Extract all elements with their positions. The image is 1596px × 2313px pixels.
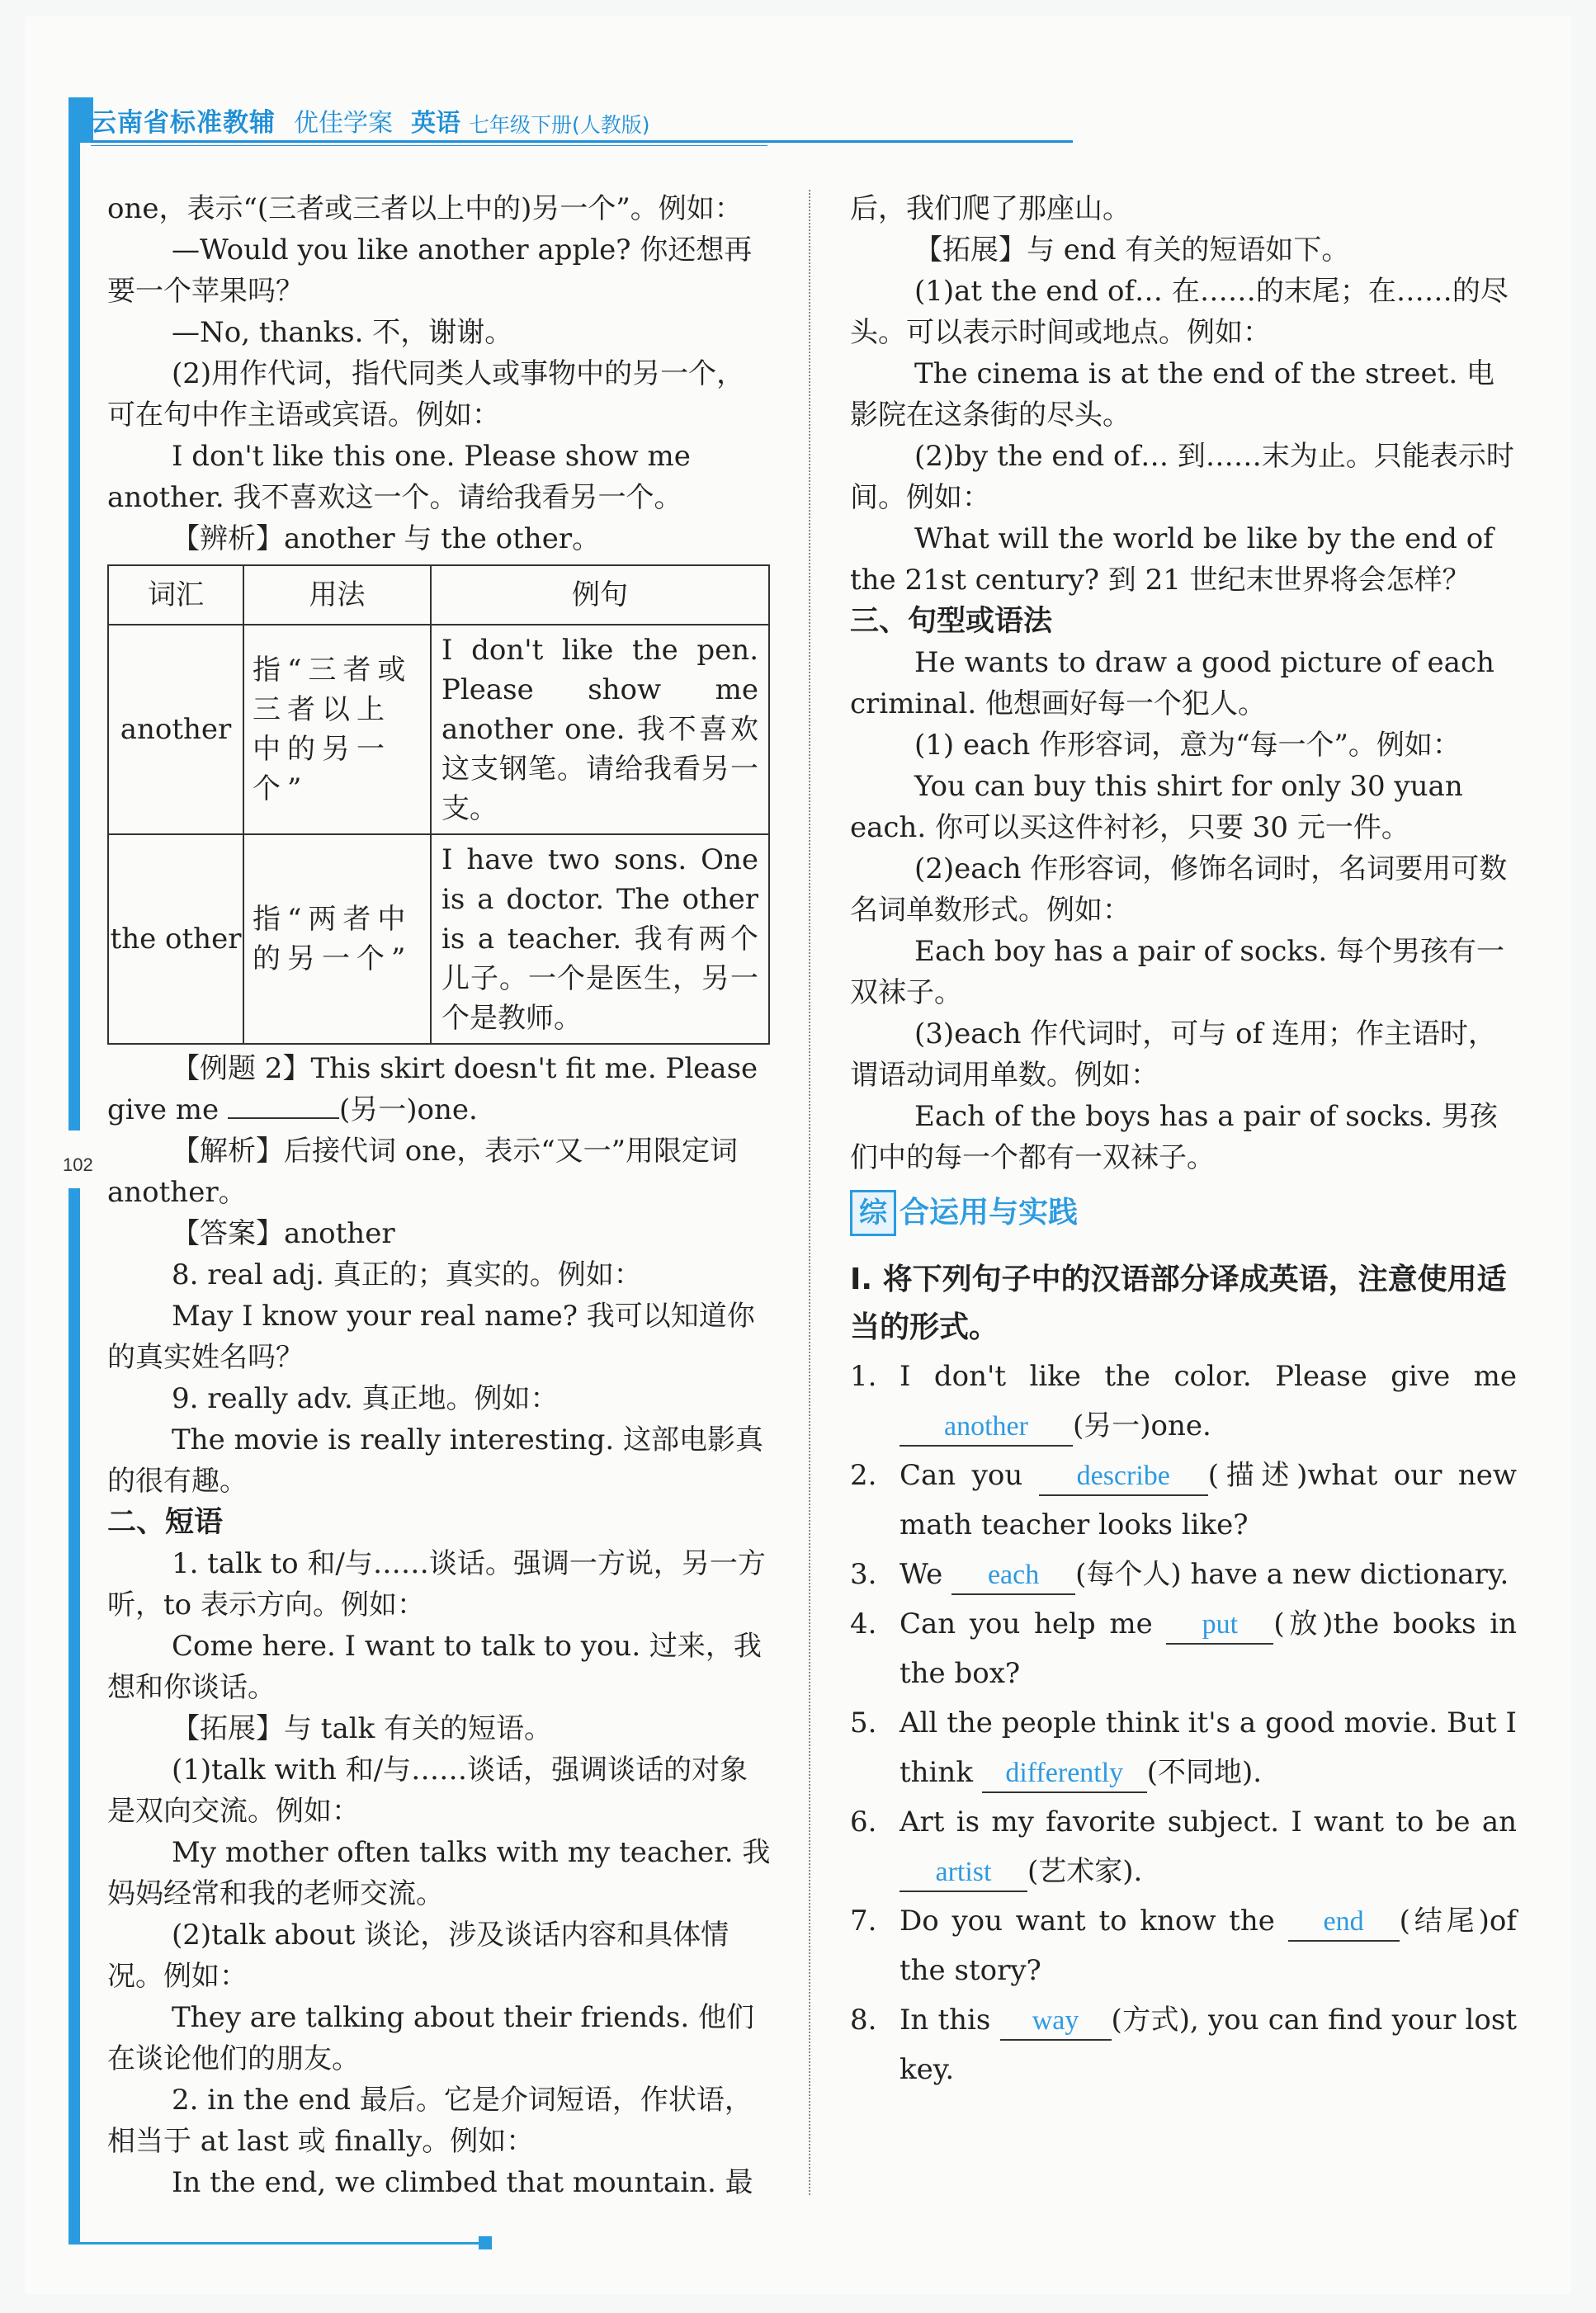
item-body [900, 1896, 1517, 1995]
item-body [900, 1797, 1517, 1896]
item-text: We [900, 1558, 952, 1591]
item-text: (另一)one. [1073, 1409, 1211, 1442]
exercise-item [850, 1995, 1517, 2094]
item-number: 7. [850, 1905, 877, 1938]
table-cell-example: I have two sons. One is a doctor. The other is a teacher. 我有两个儿子。一个是医生，另一个是教师。 [431, 834, 769, 1044]
item-text: Do you want to know the [900, 1905, 1288, 1938]
item-text: Can you help me [900, 1607, 1167, 1640]
paragraph: 后，我们爬了那座山。 [850, 192, 1131, 225]
answer-blank[interactable]: differently [982, 1755, 1147, 1793]
extension-label: 【拓展】与 talk 有关的短语。 [172, 1712, 553, 1745]
grammar-point: (3)each 作代词时，可与 of 连用；作主语时，谓语动词用单数。例如： [850, 1017, 1496, 1092]
item-text: Art is my favorite subject. I want to be an [900, 1806, 1517, 1839]
item-number: 1. [850, 1360, 877, 1393]
item-number: 6. [850, 1806, 877, 1839]
answer-blank[interactable]: describe [1039, 1458, 1208, 1496]
phrase-entry: (1)at the end of… 在……的末尾；在……的尽头。可以表示时间或地点。例如： [850, 275, 1509, 349]
item-body [900, 1995, 1517, 2094]
page-header [91, 96, 650, 139]
table-row [108, 625, 769, 834]
item-text: (描述)what our new math teacher looks like? [900, 1459, 1517, 1541]
item-number: 8. [850, 2004, 877, 2037]
example-question [107, 1048, 772, 1131]
item-number: 2. [850, 1459, 877, 1492]
grammar-point: (2)each 作形容词，修饰名词时，名词要用可数名词单数形式。例如： [850, 852, 1508, 927]
dialog-line: —Would you like another apple? 你还想再要一个苹果吗？ [107, 234, 753, 308]
exercise-item [850, 1451, 1517, 1550]
left-column [107, 188, 772, 2203]
answer-blank[interactable]: end [1288, 1904, 1400, 1942]
answer-paragraph: 【答案】another [172, 1217, 395, 1250]
example-sentence: What will the world be like by the end of the 21st century? 到 21 世纪末世界将会怎样？ [850, 522, 1494, 597]
bottom-rule [68, 2242, 485, 2245]
item-body [900, 1599, 1517, 1698]
practice-section-title [850, 1190, 1517, 1236]
paragraph: one，表示“(三者或三者以上中的)另一个”。例如： [107, 192, 743, 225]
item-text: Can you [900, 1459, 1039, 1492]
item-text: In this [900, 2004, 1000, 2037]
exercise-item [850, 1797, 1517, 1896]
item-number: 3. [850, 1558, 877, 1591]
item-body [900, 1698, 1517, 1797]
example-sentence: Come here. I want to talk to you. 过来，我想和你谈话。 [107, 1630, 762, 1704]
example-sentence: The movie is really interesting. 这部电影真的很有趣。 [107, 1423, 763, 1498]
item-text: (不同地). [1146, 1756, 1263, 1789]
item-body [900, 1451, 1517, 1550]
header-rule-thin [91, 145, 767, 146]
section-heading-phrases: 二、短语 [107, 1506, 224, 1539]
table-cell-example: I don't like the pen. Please show me another one. 我不喜欢这支钢笔。请给我看另一支。 [431, 625, 769, 834]
item-body [900, 1550, 1517, 1599]
phrase-entry: 1. talk to 和/与……谈话。强调一方说，另一方听，to 表示方向。例如： [107, 1547, 766, 1621]
item-number: 5. [850, 1706, 877, 1739]
item-body [900, 1352, 1517, 1451]
blank-line [228, 1117, 339, 1119]
item-text: I don't like the color. Please give me [900, 1360, 1517, 1393]
answer-blank[interactable]: way [1000, 2003, 1112, 2041]
table-header-cell: 用法 [243, 565, 431, 625]
right-column [850, 188, 1517, 2094]
series-title: 云南省标准教辅 [91, 108, 276, 138]
vocab-entry: 8. real adj. 真正的；真实的。例如： [172, 1258, 642, 1291]
example-sentence: Each of the boys has a pair of socks. 男孩们中的每一个都有一双袜子。 [850, 1100, 1498, 1174]
example-sentence: I don't like this one. Please show me another. 我不喜欢这一个。请给我看另一个。 [107, 440, 691, 514]
phrase-entry: (2)by the end of… 到……末为止。只能表示时间。例如： [850, 440, 1514, 514]
table-header-row [108, 565, 769, 625]
page-number: 102 [63, 1149, 93, 1181]
item-text: (艺术家). [1027, 1855, 1143, 1888]
example-question-text: 【例题 2】This skirt doesn't fit me. Please give me [107, 1052, 758, 1126]
book-title: 优佳学案 [294, 109, 393, 138]
bottom-square-mark [479, 2236, 492, 2249]
comparison-table [107, 564, 770, 1045]
item-number: 4. [850, 1607, 877, 1640]
table-cell-usage: 指“三者或三者以上中的另一个” [243, 625, 431, 834]
example-sentence: In the end, we climbed that mountain. 最 [172, 2166, 753, 2199]
example-sentence: Each boy has a pair of socks. 每个男孩有一双袜子。 [850, 935, 1505, 1009]
table-cell-usage: 指“两者中的另一个” [243, 834, 431, 1044]
example-sentence: You can buy this shirt for only 30 yuan each. 你可以买这件衬衫，只要 30 元一件。 [850, 770, 1463, 844]
phrase-entry: (2)talk about 谈论，涉及谈话内容和具体情况。例如： [107, 1919, 730, 1993]
phrase-entry: 2. in the end 最后。它是介词短语，作状语，相当于 at last 或 finally。例如： [107, 2084, 753, 2158]
dialog-line: —No, thanks. 不，谢谢。 [172, 316, 513, 349]
vocab-entry: 9. really adv. 真正地。例如： [172, 1382, 559, 1415]
exercise-item [850, 1550, 1517, 1599]
exercise-heading: Ⅰ. 将下列句子中的汉语部分译成英语，注意使用适当的形式。 [850, 1263, 1507, 1344]
exercise-item [850, 1352, 1517, 1451]
answer-blank[interactable]: put [1166, 1607, 1273, 1645]
grade-label: 七年级下册(人教版) [469, 113, 650, 137]
table-cell-word: the other [108, 834, 243, 1044]
table-row [108, 834, 769, 1044]
exercise-item [850, 1896, 1517, 1995]
analysis-paragraph: 【解析】后接代词 one，表示“又一”用限定词 another。 [107, 1135, 739, 1209]
answer-blank[interactable]: another [900, 1409, 1073, 1447]
item-text: (结尾)of the story? [900, 1905, 1517, 1987]
example-sentence: May I know your real name? 我可以知道你的真实姓名吗？ [107, 1300, 755, 1374]
paragraph: (2)用作代词，指代同类人或事物中的另一个，可在句中作主语或宾语。例如： [107, 357, 745, 432]
example-question-tail: (另一)one. [338, 1093, 478, 1126]
table-cell-word: another [108, 625, 243, 834]
answer-blank[interactable]: each [951, 1557, 1075, 1595]
example-sentence: The cinema is at the end of the street. 电影院在这条街的尽头。 [850, 357, 1494, 432]
table-header-cell: 例句 [431, 565, 769, 625]
item-text: (放)the books in the box? [900, 1607, 1517, 1690]
phrase-entry: (1)talk with 和/与……谈话，强调谈话的对象是双向交流。例如： [107, 1754, 748, 1828]
example-sentence: He wants to draw a good picture of each criminal. 他想画好每一个犯人。 [850, 646, 1494, 720]
section-title-text: 合运用与实践 [900, 1196, 1079, 1230]
example-sentence: They are talking about their friends. 他们在谈论他们的朋友。 [107, 2001, 754, 2075]
section-badge: 综 [850, 1190, 896, 1236]
grammar-point: (1) each 作形容词，意为“每一个”。例如： [914, 729, 1461, 762]
extension-label: 【拓展】与 end 有关的短语如下。 [914, 234, 1350, 267]
item-text: (方式), you can find your lost key. [900, 2004, 1517, 2086]
example-sentence: My mother often talks with my teacher. 我妈妈经常和我的老师交流。 [107, 1836, 771, 1910]
analysis-label: 【辨析】another 与 the other。 [172, 522, 601, 555]
header-rule [91, 140, 1073, 143]
exercise-item [850, 1599, 1517, 1698]
column-divider [809, 190, 810, 2195]
section-heading-grammar: 三、句型或语法 [850, 605, 1053, 638]
exercise-item [850, 1698, 1517, 1797]
item-text: All the people think it's a good movie. But I think [900, 1706, 1517, 1789]
subject-title: 英语 [411, 109, 460, 138]
answer-blank[interactable]: artist [900, 1854, 1027, 1892]
table-header-cell: 词汇 [108, 565, 243, 625]
item-text: (每个人) have a new dictionary. [1075, 1558, 1509, 1591]
